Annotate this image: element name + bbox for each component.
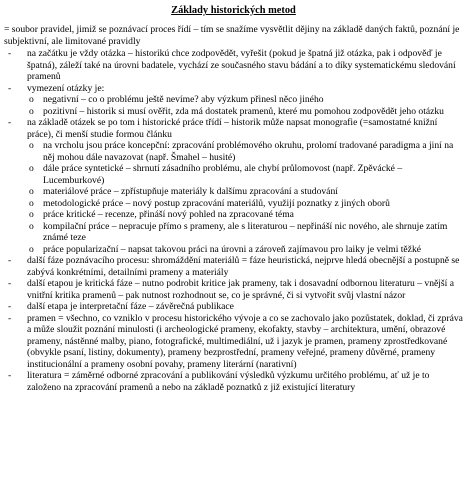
list-item-text: literatura = záměrné odborné zpracování a publikování výsledků výzkumu určitého problému, ať už je to založeno na zpracování pramenů a nebo na základě poznatků z již existující literatury xyxy=(27,370,430,393)
sub-list-item-text: dále práce syntetické – shrnutí zásadního problému, ale chybí průlomovost (např. Zpěvácké – Lucemburkové) xyxy=(43,163,403,186)
list-item-text: vymezení otázky je: xyxy=(27,82,105,94)
sub-list-item-text: materiálové práce – zpřístupňuje materiály k dalšímu zpracování a studování xyxy=(43,186,338,197)
dash-bullet-icon: - xyxy=(8,117,12,128)
list-item xyxy=(4,313,463,371)
sub-list-item xyxy=(27,163,463,186)
circle-bullet-icon: o xyxy=(29,209,34,220)
sub-list-item xyxy=(27,186,463,198)
sub-list-item-text: práce kritické – recenze, přináší nový pohled na zpracované téma xyxy=(43,209,294,220)
intro-paragraph: = soubor pravidel, jimiž se poznávací proces řídí – tím se snažíme vysvětlit dějiny na základě daných faktů, poznání je subjektivní, ale limitované pravidly xyxy=(4,24,460,47)
list-item-text: na základě otázek se po tom i historické práce třídí – historik může napsat monografie (=samostatné knižní práce), či menší studie formou článku xyxy=(27,117,438,140)
list-item xyxy=(4,48,463,83)
sub-list xyxy=(27,140,463,255)
list-item xyxy=(4,278,463,301)
sub-list-item xyxy=(27,140,463,163)
list-item xyxy=(4,83,463,118)
dash-bullet-icon: - xyxy=(8,48,12,59)
circle-bullet-icon: o xyxy=(29,163,34,174)
dash-bullet-icon: - xyxy=(8,370,12,381)
list-item xyxy=(4,370,463,393)
circle-bullet-icon: o xyxy=(29,220,34,232)
sub-list-item-text: kompilační práce – nepracuje přímo s prameny, ale s literaturou – nepřináší nic nového, ale shrnuje zatím známé teze xyxy=(43,220,448,243)
circle-bullet-icon: o xyxy=(29,243,34,255)
list-item-text: na začátku je vždy otázka – historikú chce zodpovědět, vyřešit (pokud je špatná již otázka, pak i odpověď je špatná), záleží také na úrovni badatele, vychází ze současného stavu bádání a to díky systematickému sledování pramenů xyxy=(27,48,456,82)
list-item-text: pramen = všechno, co vzniklo v procesu historického vývoje a co se zachovalo jako pozůstatek, doklad, či zpráva a může sloužit poznání minulosti (i archeologické prameny, ekofakty, stavby – architektura, umění, obrazové prameny, nástěnné malby, piano, fotografické, multimediální, už i jazyk je pramen, prameny zprostředkované (obvykle psaní, listiny, dokumenty), prameny bezprostřední, prameny veřejné, prameny důvěrné, prameny institucionální a prameny osobní povahy, prameny literární (narativní) xyxy=(27,312,463,370)
dash-bullet-icon: - xyxy=(8,82,12,94)
dash-bullet-icon: - xyxy=(8,255,12,266)
document-title: Základy historických metod xyxy=(171,5,296,16)
sub-list-item xyxy=(27,94,463,106)
sub-list-item xyxy=(27,209,463,221)
list-item-text: další etapa je interpretační fáze – závěrečná publikace xyxy=(27,301,234,312)
sub-list-item xyxy=(27,221,463,244)
sub-list-item xyxy=(27,198,463,210)
sub-list-item-text: pozitivní – historik si musí ověřit, zda má dostatek pramenů, které mu pomohou zodpovědět jeho otázku xyxy=(43,105,444,117)
circle-bullet-icon: o xyxy=(29,197,34,209)
bullet-list xyxy=(4,48,463,393)
circle-bullet-icon: o xyxy=(29,186,34,197)
dash-bullet-icon: - xyxy=(8,301,12,312)
list-item-text: další etapou je kritická fáze – nutno podrobit kritice jak prameny, tak i dosavadní odbornou literaturu – vnější a vnitřní kritika pramenů – pak nutnost rozhodnout se, co je správné, či si vytvořit svůj vlastní názor xyxy=(27,278,454,301)
circle-bullet-icon: o xyxy=(29,105,34,117)
circle-bullet-icon: o xyxy=(29,94,34,105)
sub-list-item-text: metodologické práce – nový postup zpracování materiálů, využijí poznatky z jiných oborů xyxy=(43,197,390,209)
sub-list-item-text: negativní – co o problému ještě nevíme? aby výzkum přinesl něco jiného xyxy=(43,94,324,105)
list-item xyxy=(4,117,463,255)
list-item-text: další fáze poznávacího procesu: shromáždění materiálů = fáze heuristická, nejprve hledá obecnější a postupně se zabývá konkrétními, detailními prameny a materiály xyxy=(27,255,460,278)
sub-list xyxy=(27,94,463,117)
sub-list-item xyxy=(27,106,463,118)
list-item xyxy=(4,301,463,313)
sub-list-item-text: práce popularizační – napsat takovou práci na úrovni a zároveň zajímavou pro laiky je velmi těžké xyxy=(43,243,421,255)
dash-bullet-icon: - xyxy=(8,312,12,324)
list-item xyxy=(4,255,463,278)
dash-bullet-icon: - xyxy=(8,278,12,289)
sub-list-item-text: na vrcholu jsou práce koncepční: zpracování problémového okruhu, prolomí tradované paradigma a jiní na něj mohou dále navazovat (např. Šmahel – husité) xyxy=(43,140,454,163)
circle-bullet-icon: o xyxy=(29,140,34,151)
sub-list-item xyxy=(27,244,463,256)
